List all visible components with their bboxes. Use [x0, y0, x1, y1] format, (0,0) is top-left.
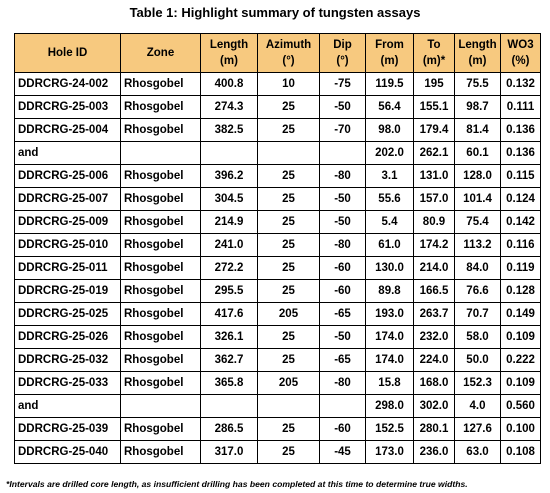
- cell-to: 155.1: [414, 96, 455, 119]
- cell-azimuth: 25: [258, 165, 320, 188]
- cell-to: 166.5: [414, 280, 455, 303]
- header-unit: (%): [511, 55, 530, 67]
- cell-from: 55.6: [366, 188, 414, 211]
- cell-to: 195: [414, 73, 455, 96]
- table-row: [15, 211, 541, 234]
- cell-from: 152.5: [366, 418, 414, 441]
- cell-dip: -50: [320, 211, 366, 234]
- cell-dip: -65: [320, 303, 366, 326]
- cell-interval-length: 98.7: [455, 96, 501, 119]
- cell-hole-id: DDRCRG-25-006: [15, 165, 121, 188]
- cell-interval-length: 75.5: [455, 73, 501, 96]
- cell-wo3: 0.116: [501, 234, 541, 257]
- header-unit: (m): [380, 55, 399, 67]
- cell-interval-length: 84.0: [455, 257, 501, 280]
- header-unit: (°): [282, 55, 295, 67]
- cell-azimuth: 25: [258, 188, 320, 211]
- table-row: [15, 418, 541, 441]
- cell-to: 232.0: [414, 326, 455, 349]
- header-unit: (m)*: [422, 55, 446, 67]
- header-label: Azimuth: [265, 39, 312, 51]
- cell-zone: Rhosgobel: [121, 418, 201, 441]
- cell-hole-id: DDRCRG-25-004: [15, 119, 121, 142]
- cell-wo3: 0.109: [501, 326, 541, 349]
- cell-dip: [320, 395, 366, 418]
- cell-hole-id: DDRCRG-25-003: [15, 96, 121, 119]
- cell-from: 298.0: [366, 395, 414, 418]
- cell-from: 61.0: [366, 234, 414, 257]
- cell-to: 236.0: [414, 441, 455, 464]
- cell-zone: Rhosgobel: [121, 349, 201, 372]
- cell-wo3: 0.111: [501, 96, 541, 119]
- cell-azimuth: 205: [258, 372, 320, 395]
- header-from: [366, 34, 414, 73]
- cell-to: 262.1: [414, 142, 455, 165]
- cell-interval-length: 70.7: [455, 303, 501, 326]
- cell-azimuth: 25: [258, 418, 320, 441]
- header-unit: (m): [468, 55, 487, 67]
- cell-dip: -50: [320, 96, 366, 119]
- cell-to: 80.9: [414, 211, 455, 234]
- cell-hole-length: 396.2: [201, 165, 258, 188]
- cell-zone: Rhosgobel: [121, 96, 201, 119]
- cell-hole-length: 304.5: [201, 188, 258, 211]
- cell-hole-length: 417.6: [201, 303, 258, 326]
- header-label: WO3: [507, 39, 534, 51]
- cell-dip: -80: [320, 372, 366, 395]
- header-dip: [320, 34, 366, 73]
- cell-from: 89.8: [366, 280, 414, 303]
- cell-interval-length: 81.4: [455, 119, 501, 142]
- cell-to: 214.0: [414, 257, 455, 280]
- header-unit: (m): [220, 55, 238, 67]
- cell-zone: [121, 395, 201, 418]
- cell-interval-length: 63.0: [455, 441, 501, 464]
- cell-dip: -60: [320, 418, 366, 441]
- cell-hole-id: DDRCRG-25-007: [15, 188, 121, 211]
- cell-wo3: 0.560: [501, 395, 541, 418]
- table-row: [15, 73, 541, 96]
- cell-hole-length: 362.7: [201, 349, 258, 372]
- table-body: [15, 73, 541, 464]
- cell-from: 119.5: [366, 73, 414, 96]
- table-row: [15, 326, 541, 349]
- cell-zone: Rhosgobel: [121, 165, 201, 188]
- header-unit: (°): [336, 55, 349, 67]
- cell-hole-id: DDRCRG-25-032: [15, 349, 121, 372]
- cell-interval-length: 76.6: [455, 280, 501, 303]
- cell-from: 5.4: [366, 211, 414, 234]
- cell-dip: -80: [320, 234, 366, 257]
- cell-hole-length: 241.0: [201, 234, 258, 257]
- cell-dip: -60: [320, 280, 366, 303]
- cell-interval-length: 101.4: [455, 188, 501, 211]
- table-title: Table 1: Highlight summary of tungsten assays: [129, 5, 421, 20]
- cell-from: 56.4: [366, 96, 414, 119]
- header-zone: [121, 34, 201, 73]
- cell-interval-length: 75.4: [455, 211, 501, 234]
- cell-wo3: 0.100: [501, 418, 541, 441]
- cell-azimuth: 25: [258, 441, 320, 464]
- header-azimuth: [258, 34, 320, 73]
- header-row: [15, 34, 541, 73]
- cell-zone: Rhosgobel: [121, 234, 201, 257]
- cell-to: 302.0: [414, 395, 455, 418]
- cell-dip: -70: [320, 119, 366, 142]
- cell-from: 193.0: [366, 303, 414, 326]
- cell-hole-id: DDRCRG-24-002: [15, 73, 121, 96]
- cell-hole-id: DDRCRG-25-019: [15, 280, 121, 303]
- cell-hole-id: DDRCRG-25-033: [15, 372, 121, 395]
- table-row: [15, 303, 541, 326]
- cell-zone: Rhosgobel: [121, 303, 201, 326]
- header-label: Length: [458, 39, 497, 51]
- header-label: Hole ID: [47, 47, 88, 59]
- cell-hole-id: and: [15, 395, 121, 418]
- cell-wo3: 0.136: [501, 142, 541, 165]
- cell-interval-length: 128.0: [455, 165, 501, 188]
- cell-to: 157.0: [414, 188, 455, 211]
- cell-wo3: 0.115: [501, 165, 541, 188]
- cell-dip: -65: [320, 349, 366, 372]
- cell-hole-id: DDRCRG-25-039: [15, 418, 121, 441]
- cell-dip: -75: [320, 73, 366, 96]
- cell-to: 179.4: [414, 119, 455, 142]
- header-label: To: [427, 39, 441, 51]
- header-label: Dip: [333, 39, 352, 51]
- cell-from: 202.0: [366, 142, 414, 165]
- cell-azimuth: 25: [258, 349, 320, 372]
- cell-dip: -80: [320, 165, 366, 188]
- cell-to: 174.2: [414, 234, 455, 257]
- cell-zone: Rhosgobel: [121, 211, 201, 234]
- cell-zone: Rhosgobel: [121, 257, 201, 280]
- cell-wo3: 0.136: [501, 119, 541, 142]
- cell-azimuth: 25: [258, 257, 320, 280]
- cell-dip: -45: [320, 441, 366, 464]
- table-row: [15, 96, 541, 119]
- header-label: Length: [209, 39, 249, 51]
- cell-azimuth: [258, 142, 320, 165]
- cell-interval-length: 152.3: [455, 372, 501, 395]
- cell-hole-id: DDRCRG-25-010: [15, 234, 121, 257]
- cell-dip: -50: [320, 188, 366, 211]
- cell-azimuth: 10: [258, 73, 320, 96]
- cell-zone: Rhosgobel: [121, 326, 201, 349]
- cell-wo3: 0.108: [501, 441, 541, 464]
- cell-hole-length: 214.9: [201, 211, 258, 234]
- cell-dip: -60: [320, 257, 366, 280]
- cell-hole-length: 326.1: [201, 326, 258, 349]
- cell-azimuth: 205: [258, 303, 320, 326]
- cell-hole-length: 382.5: [201, 119, 258, 142]
- table-row: [15, 142, 541, 165]
- cell-hole-id: DDRCRG-25-025: [15, 303, 121, 326]
- table-row: [15, 234, 541, 257]
- cell-zone: Rhosgobel: [121, 372, 201, 395]
- cell-hole-length: 274.3: [201, 96, 258, 119]
- table-header: [15, 34, 541, 73]
- cell-from: 130.0: [366, 257, 414, 280]
- cell-to: 131.0: [414, 165, 455, 188]
- cell-hole-id: DDRCRG-25-040: [15, 441, 121, 464]
- cell-azimuth: 25: [258, 211, 320, 234]
- cell-interval-length: 127.6: [455, 418, 501, 441]
- cell-azimuth: 25: [258, 119, 320, 142]
- footnote: *Intervals are drilled core length, as insufficient drilling has been completed at this time to determine true widths.: [6, 479, 468, 489]
- cell-from: 15.8: [366, 372, 414, 395]
- cell-wo3: 0.142: [501, 211, 541, 234]
- cell-hole-length: 317.0: [201, 441, 258, 464]
- cell-wo3: 0.222: [501, 349, 541, 372]
- table-row: [15, 280, 541, 303]
- cell-azimuth: 25: [258, 96, 320, 119]
- header-label: From: [375, 39, 404, 51]
- cell-zone: Rhosgobel: [121, 441, 201, 464]
- cell-azimuth: 25: [258, 326, 320, 349]
- cell-to: 224.0: [414, 349, 455, 372]
- header-to: [414, 34, 455, 73]
- cell-zone: Rhosgobel: [121, 73, 201, 96]
- cell-wo3: 0.149: [501, 303, 541, 326]
- cell-hole-id: DDRCRG-25-026: [15, 326, 121, 349]
- cell-zone: [121, 142, 201, 165]
- header-interval-length: [455, 34, 501, 73]
- header-hole-length: [201, 34, 258, 73]
- header-label: Zone: [146, 47, 175, 59]
- table-row: [15, 188, 541, 211]
- cell-dip: -50: [320, 326, 366, 349]
- cell-zone: Rhosgobel: [121, 119, 201, 142]
- cell-from: 174.0: [366, 326, 414, 349]
- cell-wo3: 0.109: [501, 372, 541, 395]
- cell-hole-length: 286.5: [201, 418, 258, 441]
- cell-hole-id: DDRCRG-25-009: [15, 211, 121, 234]
- table-row: [15, 349, 541, 372]
- cell-wo3: 0.119: [501, 257, 541, 280]
- header-wo3: [501, 34, 541, 73]
- cell-hole-length: [201, 142, 258, 165]
- cell-hole-length: 400.8: [201, 73, 258, 96]
- cell-azimuth: 25: [258, 234, 320, 257]
- cell-hole-length: 272.2: [201, 257, 258, 280]
- cell-wo3: 0.124: [501, 188, 541, 211]
- cell-azimuth: 25: [258, 280, 320, 303]
- table-row: [15, 395, 541, 418]
- table-row: [15, 441, 541, 464]
- cell-zone: Rhosgobel: [121, 188, 201, 211]
- table-row: [15, 119, 541, 142]
- table-row: [15, 257, 541, 280]
- table-row: [15, 372, 541, 395]
- cell-hole-id: DDRCRG-25-011: [15, 257, 121, 280]
- cell-interval-length: 113.2: [455, 234, 501, 257]
- cell-hole-id: and: [15, 142, 121, 165]
- cell-from: 3.1: [366, 165, 414, 188]
- cell-from: 98.0: [366, 119, 414, 142]
- cell-interval-length: 50.0: [455, 349, 501, 372]
- assay-table: [14, 33, 541, 464]
- cell-interval-length: 60.1: [455, 142, 501, 165]
- cell-azimuth: [258, 395, 320, 418]
- header-hole-id: [15, 34, 121, 73]
- cell-dip: [320, 142, 366, 165]
- cell-zone: Rhosgobel: [121, 280, 201, 303]
- cell-hole-length: [201, 395, 258, 418]
- cell-hole-length: 365.8: [201, 372, 258, 395]
- cell-from: 174.0: [366, 349, 414, 372]
- cell-to: 280.1: [414, 418, 455, 441]
- cell-from: 173.0: [366, 441, 414, 464]
- cell-wo3: 0.132: [501, 73, 541, 96]
- cell-to: 168.0: [414, 372, 455, 395]
- cell-wo3: 0.128: [501, 280, 541, 303]
- cell-interval-length: 58.0: [455, 326, 501, 349]
- cell-to: 263.7: [414, 303, 455, 326]
- table-row: [15, 165, 541, 188]
- cell-hole-length: 295.5: [201, 280, 258, 303]
- cell-interval-length: 4.0: [455, 395, 501, 418]
